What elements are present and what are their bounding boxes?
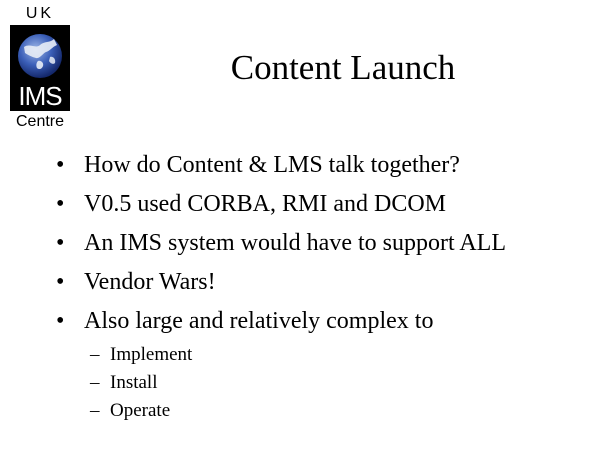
sub-bullet-text: Operate xyxy=(110,400,171,421)
uk-ims-centre-logo xyxy=(8,2,72,132)
bullet-marker: • xyxy=(56,230,65,256)
bullet-marker: • xyxy=(56,308,65,334)
bullet-item xyxy=(56,189,506,228)
sub-bullet-marker: – xyxy=(90,372,100,393)
logo-ims-text: IMS xyxy=(18,81,62,111)
bullet-text: Also large and relatively complex to xyxy=(84,308,434,334)
slide-title: Content Launch xyxy=(230,48,456,87)
sub-bullet-list xyxy=(90,343,192,427)
sub-bullet-item xyxy=(90,399,192,427)
bullet-item xyxy=(56,306,506,345)
sub-bullet-marker: – xyxy=(90,344,100,365)
bullet-marker: • xyxy=(56,191,65,217)
logo-bottom-text: Centre xyxy=(15,113,65,130)
bullet-item xyxy=(56,267,506,306)
sub-bullet-text: Install xyxy=(110,372,158,393)
sub-bullet-item xyxy=(90,371,192,399)
bullet-list xyxy=(56,150,506,345)
logo-top-text: UK xyxy=(25,5,55,22)
bullet-text: Vendor Wars! xyxy=(84,269,216,295)
bullet-item xyxy=(56,228,506,267)
bullet-marker: • xyxy=(56,269,65,295)
sub-bullet-marker: – xyxy=(90,400,100,421)
bullet-item xyxy=(56,150,506,189)
globe-icon xyxy=(10,25,70,85)
sub-bullet-item xyxy=(90,343,192,371)
bullet-marker: • xyxy=(56,152,65,178)
bullet-text: An IMS system would have to support ALL xyxy=(84,230,506,256)
bullet-text: V0.5 used CORBA, RMI and DCOM xyxy=(84,191,447,217)
sub-bullet-text: Implement xyxy=(110,344,193,365)
bullet-text: How do Content & LMS talk together? xyxy=(84,152,460,178)
logo-mark xyxy=(10,25,70,111)
